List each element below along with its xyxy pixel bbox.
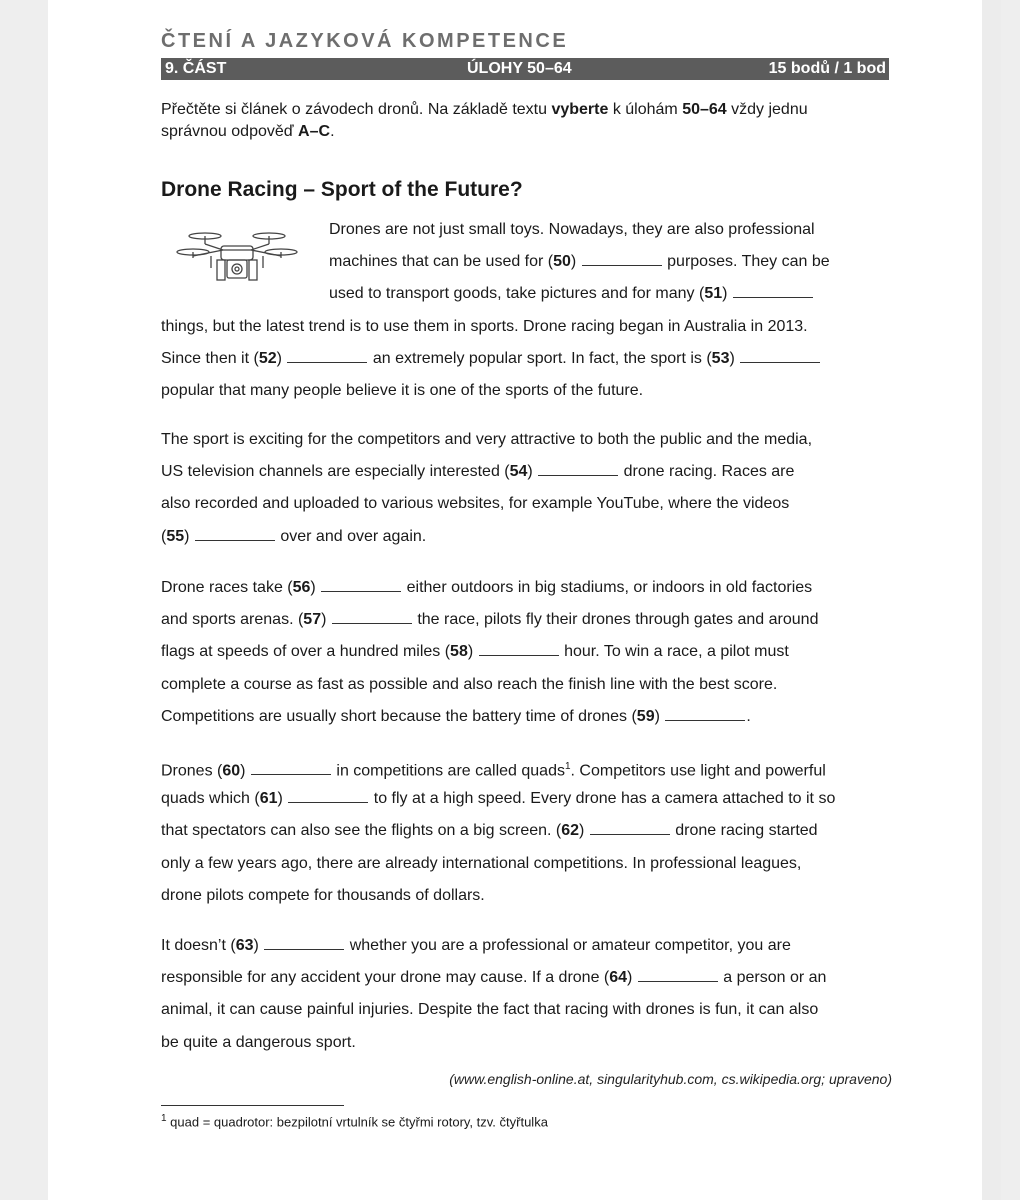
gap-number: 50	[553, 253, 571, 271]
points-label: 15 bodů / 1 bod	[768, 60, 886, 77]
paragraph-2: The sport is exciting for the competitors and very attractive to both the public and the media, US television channels are especially interested (54) drone racing. Races are also recorded and uploaded to various websites, for example YouTube, where the videos (55) over and over again.	[161, 431, 813, 545]
answer-blank	[288, 787, 368, 803]
instructions: Přečtěte si článek o závodech dronů. Na základě textu vyberte k úlohám 50–64 vždy jednu správnou odpověď A–C.	[161, 101, 808, 140]
gap-number: 58	[450, 643, 468, 661]
paragraph-1: Drones are not just small toys. Nowadays, they are also professional machines that can be used for (50) purposes. They can be used to transport goods, take pictures and for many (51) things, but the latest trend is to use them in sports. Drone racing began in Australia in 2013. Since then it (52) an extremely popular sport. In fact, the sport is (53) popular that many people believe it is one of the sports of the future.	[161, 221, 830, 399]
part-label: 9. ČÁST	[165, 60, 227, 77]
gap-number: 56	[292, 579, 311, 596]
footnote: $^1$ quad = quadrotor: bezpilotní vrtulník se čtyřmi rotory, tzv. čtyřtulka	[161, 1113, 548, 1130]
answer-blank	[287, 347, 367, 363]
paragraph-4: Drones (60) in competitions are called quads$^1$. Competitors use light and powerful quads which (61) to fly at a high speed. Every drone has a camera attached to it so that spectators can also see the flights on a big screen. (62) drone racing started only a few years ago, there are already international competitions. In professional leagues, drone pilots compete for thousands of dollars.	[161, 761, 836, 904]
gap-number: 64	[609, 969, 628, 987]
footnote-ref: 1	[564, 761, 571, 772]
document-page	[48, 0, 1001, 1200]
source-citation: (www.english-online.at, singularityhub.com, cs.wikipedia.org; upraveno)	[449, 1071, 892, 1087]
answer-blank	[264, 934, 344, 950]
answer-blank	[321, 576, 401, 592]
gap-number: 54	[509, 463, 528, 481]
tasks-label: ÚLOHY 50–64	[467, 60, 572, 77]
gap-number: 51	[704, 285, 723, 303]
answer-blank	[538, 460, 618, 476]
article-title: Drone Racing – Sport of the Future?	[161, 178, 523, 201]
gap-number: 62	[561, 822, 580, 840]
answer-blank	[733, 282, 813, 298]
answer-blank	[590, 819, 670, 835]
gap-number: 53	[711, 349, 730, 367]
footnote-divider	[161, 1105, 344, 1106]
gap-number: 55	[166, 527, 185, 545]
gap-number: 57	[303, 611, 322, 629]
answer-blank	[251, 759, 331, 775]
section-title: ČTENÍ A JAZYKOVÁ KOMPETENCE	[161, 30, 569, 52]
gap-number: 63	[235, 937, 254, 954]
scrollbar-track[interactable]	[982, 0, 1001, 1200]
answer-blank	[582, 250, 662, 266]
paragraph-3: Drone races take (56) either outdoors in big stadiums, or indoors in old factories and sports arenas. (57) the race, pilots fly their drones through gates and around flags at speeds of over a hundred miles (58) hour. To win a race, a pilot must complete a course as fast as possible and also reach the finish line with the best score. Competitions are usually short because the battery time of drones (59) .	[161, 572, 818, 733]
answer-blank	[195, 525, 275, 541]
part-header-bar	[161, 58, 889, 80]
gap-number: 52	[258, 349, 277, 367]
answer-blank	[332, 608, 412, 624]
footnote-mark: 1	[161, 1113, 167, 1124]
paragraph-5: It doesn’t (63) whether you are a professional or amateur competitor, you are responsible for any accident your drone may cause. If a drone (64) a person or an animal, it can cause painful injuries. Despite the fact that racing with drones is fun, it can also be quite a dangerous sport.	[161, 930, 826, 1059]
answer-blank	[665, 705, 745, 721]
answer-blank	[638, 966, 718, 982]
answer-blank	[740, 347, 820, 363]
gap-number: 59	[636, 707, 655, 725]
gap-number: 60	[222, 762, 241, 780]
answer-blank	[479, 640, 559, 656]
gap-number: 61	[259, 790, 278, 808]
